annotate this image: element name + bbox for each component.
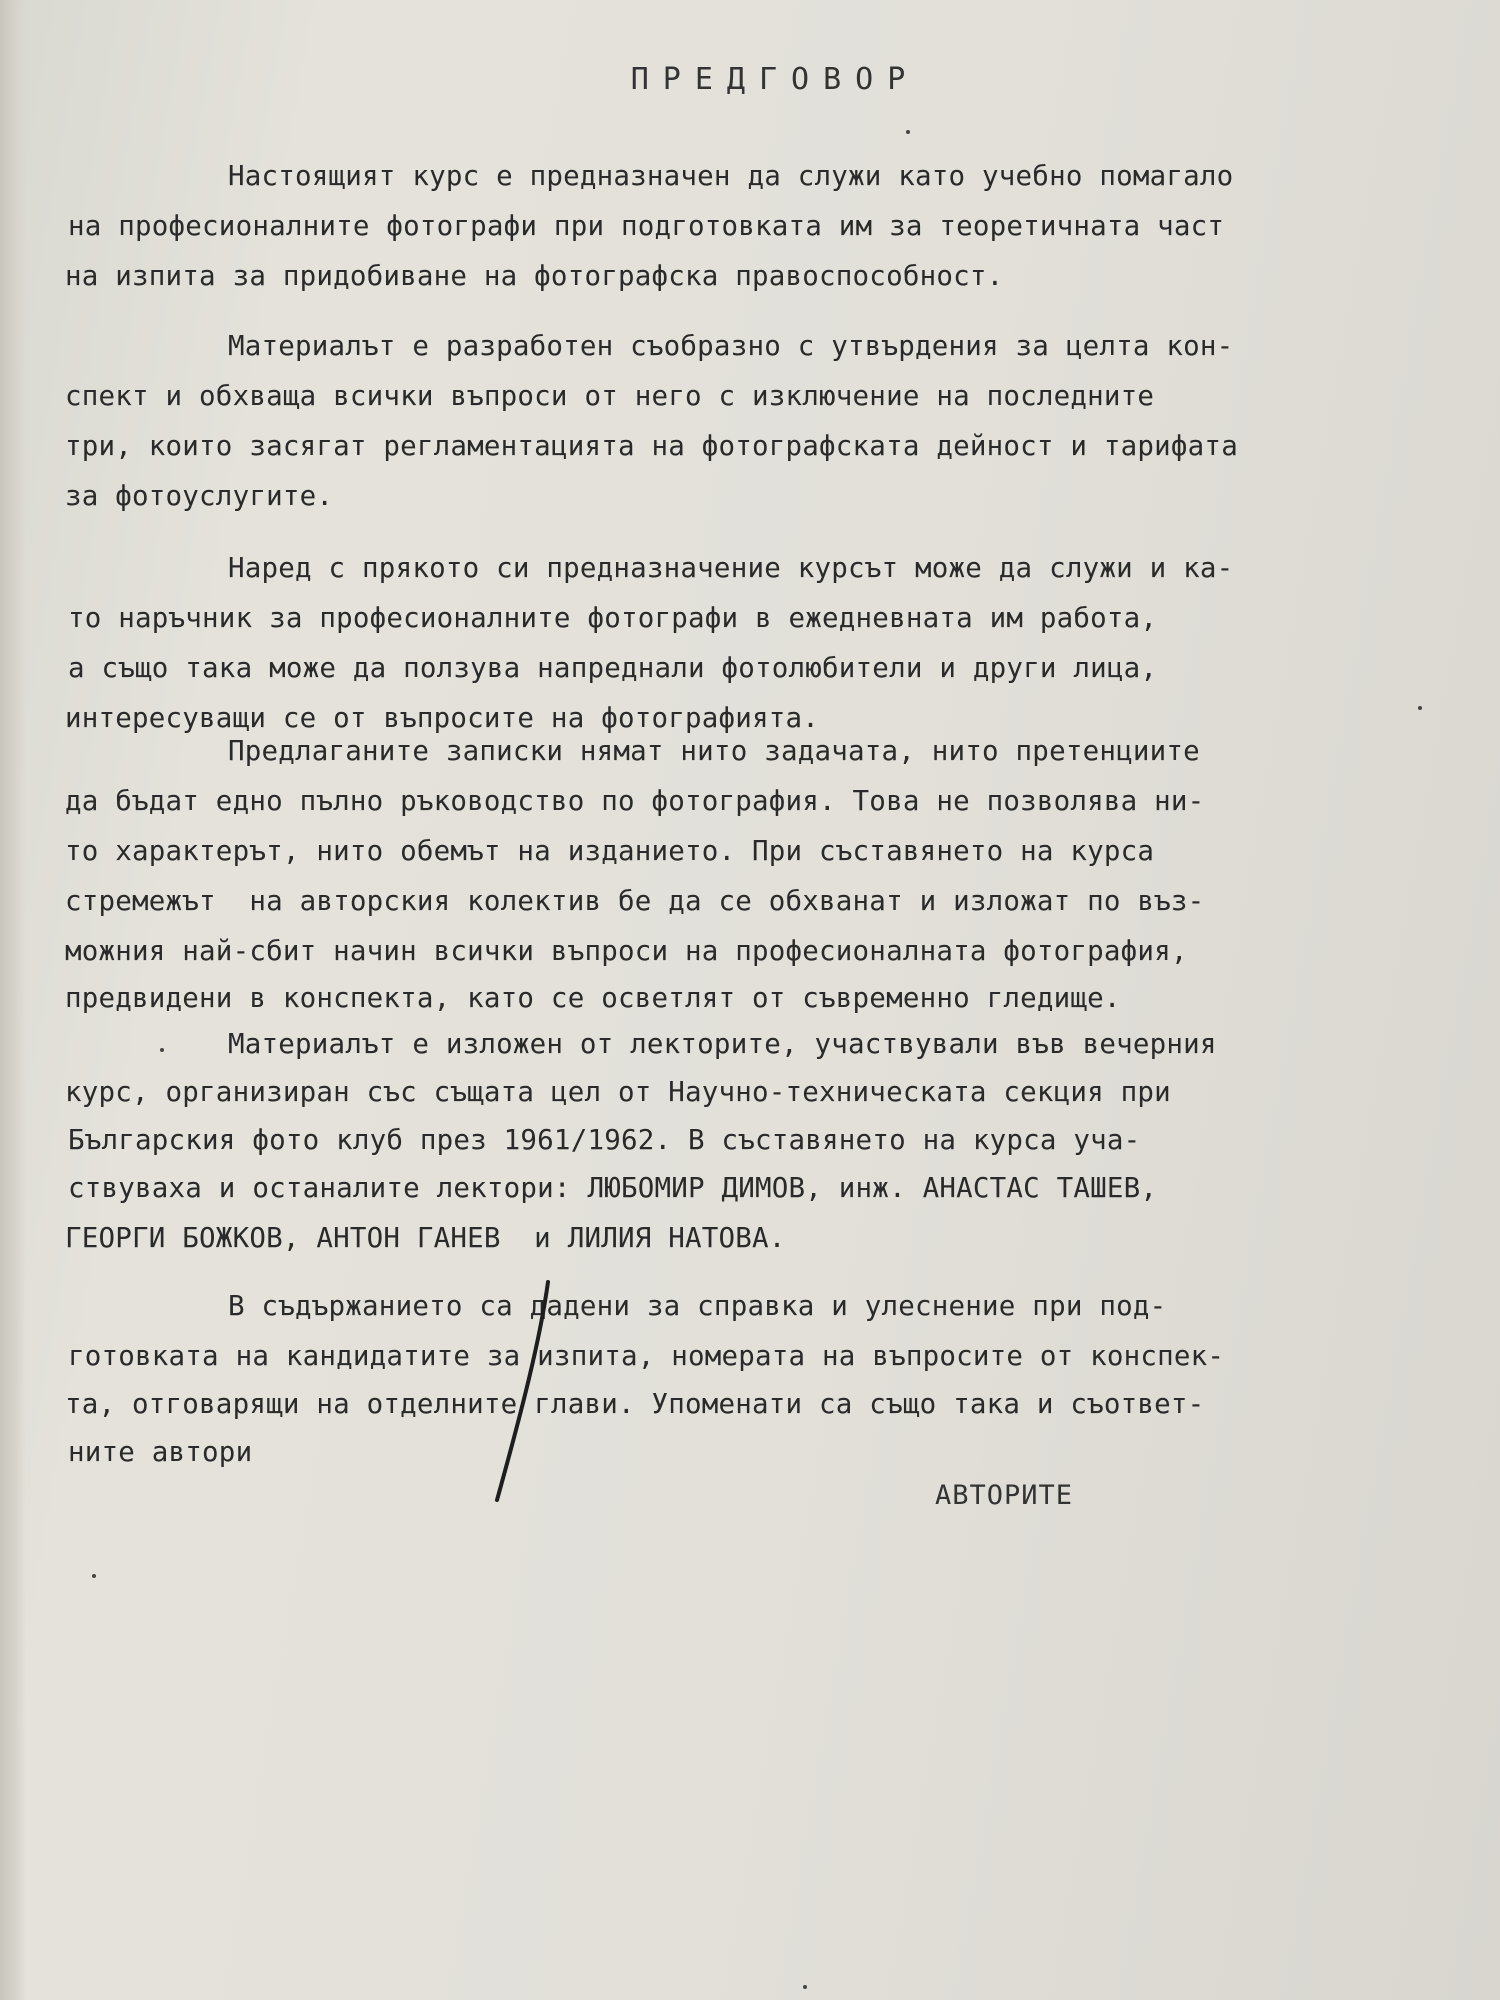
text-line: стремежът на авторския колектив бе да се обхванат и изложат по въз- bbox=[65, 885, 1205, 917]
text-line: можния най-сбит начин всички въпроси на професионалната фотография, bbox=[65, 935, 1188, 967]
text-line: Българския фото клуб през 1961/1962. В съставянето на курса уча- bbox=[68, 1124, 1141, 1156]
text-line: готовката на кандидатите за изпита, номерата на въпросите от конспек- bbox=[68, 1340, 1225, 1372]
ink-speck bbox=[92, 1574, 96, 1578]
text-line: ните автори bbox=[68, 1436, 253, 1468]
text-line: Материалът е разработен съобразно с утвърдения за целта кон- bbox=[228, 330, 1234, 362]
ink-speck bbox=[160, 1048, 164, 1052]
text-line: Материалът е изложен от лекторите, участвували във вечерния bbox=[228, 1028, 1217, 1060]
text-line: да бъдат едно пълно ръководство по фотография. Това не позволява ни- bbox=[65, 785, 1205, 817]
text-line: та, отговарящи на отделните глави. Упоменати са също така и съответ- bbox=[65, 1388, 1205, 1420]
text-line: интересуващи се от въпросите на фотографията. bbox=[65, 702, 820, 734]
typewritten-page bbox=[60, 0, 1490, 2000]
text-line: спект и обхваща всички въпроси от него с изключение на последните bbox=[65, 380, 1155, 412]
text-line: Настоящият курс е предназначен да служи като учебно помагало bbox=[228, 160, 1234, 192]
text-line: предвидени в конспекта, като се осветлят от съвременно гледище. bbox=[65, 982, 1121, 1014]
ink-speck bbox=[906, 130, 910, 134]
text-line: курс, организиран със същата цел от Научно-техническата секция при bbox=[65, 1076, 1171, 1108]
document-title: ПРЕДГОВОР bbox=[630, 62, 920, 97]
text-line: Наред с прякото си предназначение курсът може да служи и ка- bbox=[228, 552, 1234, 584]
text-line: ГЕОРГИ БОЖКОВ, АНТОН ГАНЕВ и ЛИЛИЯ НАТОВА. bbox=[65, 1222, 786, 1254]
text-line: за фотоуслугите. bbox=[65, 480, 334, 512]
text-line: ствуваха и останалите лектори: ЛЮБОМИР ДИМОВ, инж. АНАСТАС ТАШЕВ, bbox=[68, 1172, 1158, 1204]
ink-speck bbox=[1418, 706, 1422, 710]
text-line: то характерът, нито обемът на изданието. При съставянето на курса bbox=[65, 835, 1155, 867]
text-line: то наръчник за професионалните фотографи в ежедневната им работа, bbox=[68, 602, 1158, 634]
text-line: В съдържанието са дадени за справка и улеснение при под- bbox=[228, 1290, 1167, 1322]
text-line: на изпита за придобиване на фотографска правоспособност. bbox=[65, 260, 1004, 292]
text-line: три, които засягат регламентацията на фотографската дейност и тарифата bbox=[65, 430, 1238, 462]
page-edge bbox=[0, 0, 26, 2000]
signature: АВТОРИТЕ bbox=[935, 1480, 1074, 1511]
text-line: а също така може да ползува напреднали фотолюбители и други лица, bbox=[68, 652, 1158, 684]
text-line: на професионалните фотографи при подготовката им за теоретичната част bbox=[68, 210, 1225, 242]
text-line: Предлаганите записки нямат нито задачата, нито претенциите bbox=[228, 735, 1200, 767]
ink-speck bbox=[803, 1985, 807, 1989]
